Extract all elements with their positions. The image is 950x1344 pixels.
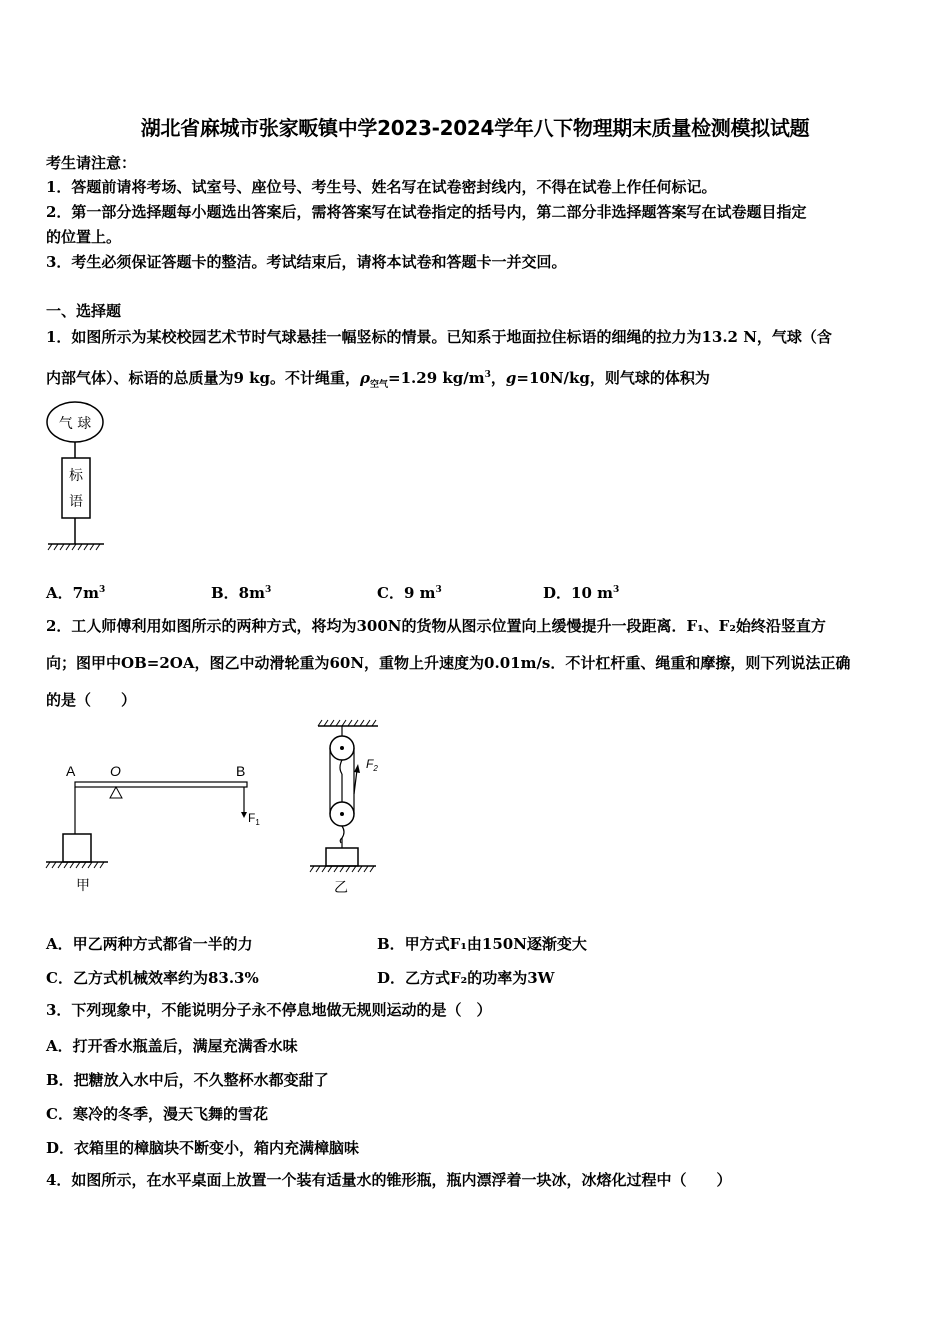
fulcrum [110,787,122,798]
cargo-box-yi [326,848,358,866]
q2-option-d[interactable]: D．乙方式F₂的功率为3W [377,969,555,987]
force-f1-label: $F_1$ [248,811,260,827]
q3-stem: 3．下列现象中，不能说明分子永不停息地做无规则运动的是（ ） [46,1001,492,1019]
q2-option-b[interactable]: B．甲方式F₁由150N逐渐变大 [377,935,587,953]
lever-figure-jia [44,760,274,896]
balloon-banner-figure [44,398,108,554]
q2-option-a[interactable]: A．甲乙两种方式都省一半的力 [46,935,253,953]
q2-stem-line3: 的是（ ） [46,691,137,709]
lever-label-a: A [66,763,76,779]
q2-stem-line1: 2．工人师傅利用如图所示的两种方式，将均为300N的货物从图示位置向上缓慢提升一段距离．F₁、F₂始终沿竖直方 [46,617,826,635]
lever-label-o: O [110,763,121,779]
q3-option-b[interactable]: B．把糖放入水中后，不久整杯水都变甜了 [46,1071,329,1089]
notice-item-3: 3．考生必须保证答题卡的整洁。考试结束后，请将本试卷和答题卡一并交回。 [46,253,567,271]
figure-jia-caption: 甲 [76,878,90,894]
q1-option-a[interactable]: A．$7m^3$ [46,584,106,602]
notice-item-2-cont: 的位置上。 [46,228,122,246]
cargo-box-jia [63,834,91,862]
force-f2-label: $F_2$ [366,757,378,773]
q1-stem-line1: 1．如图所示为某校校园艺术节时气球悬挂一幅竖标的情景。已知系于地面拉住标语的细绳的拉力为13.2 N，气球（含 [46,328,832,346]
q3-option-a[interactable]: A．打开香水瓶盖后，满屋充满香水味 [46,1037,298,1055]
q3-option-d[interactable]: D．衣箱里的樟脑块不断变小，箱内充满樟脑味 [46,1139,360,1157]
figure-yi-caption: 乙 [334,880,348,896]
banner-char-2: 语 [69,494,83,510]
q1-option-c[interactable]: C．9 $m^3$ [377,584,442,602]
banner-char-1: 标 [69,468,83,484]
q3-option-c[interactable]: C．寒冷的冬季，漫天飞舞的雪花 [46,1105,268,1123]
q2-option-c[interactable]: C．乙方式机械效率约为83.3% [46,969,259,987]
pulley-figure-yi [308,718,408,898]
section-heading: 一、选择题 [46,302,122,320]
notice-heading: 考生请注意： [46,154,137,172]
q1-stem-line2: 内部气体）、标语的总质量为9 kg。不计绳重，$\rho_{空气}=1.29$ $kg/m^3$，g=10N/kg，则气球的体积为 [46,369,710,390]
q4-stem: 4．如图所示，在水平桌面上放置一个装有适量水的锥形瓶，瓶内漂浮着一块冰，冰熔化过程中（ ） [46,1171,732,1189]
notice-item-2: 2．第一部分选择题每小题选出答案后，需将答案写在试卷指定的括号内，第二部分非选择题答案写在试卷题目指定 [46,203,807,221]
balloon-label: 气 球 [58,416,92,432]
notice-item-1: 1．答题前请将考场、试室号、座位号、考生号、姓名写在试卷密封线内，不得在试卷上作任何标记。 [46,178,717,196]
lever-bar [75,782,247,787]
lever-label-b: B [236,763,246,779]
q1-option-b[interactable]: B．$8m^3$ [211,584,272,602]
page-title: 湖北省麻城市张家畈镇中学2023-2024学年八下物理期末质量检测模拟试题 [140,116,810,140]
q2-stem-line2: 向；图甲中OB=2OA，图乙中动滑轮重为60N，重物上升速度为0.01m/s．不计杠杆重、绳重和摩擦，则下列说法正确 [46,654,851,672]
q1-option-d[interactable]: D．10 $m^3$ [543,584,620,602]
